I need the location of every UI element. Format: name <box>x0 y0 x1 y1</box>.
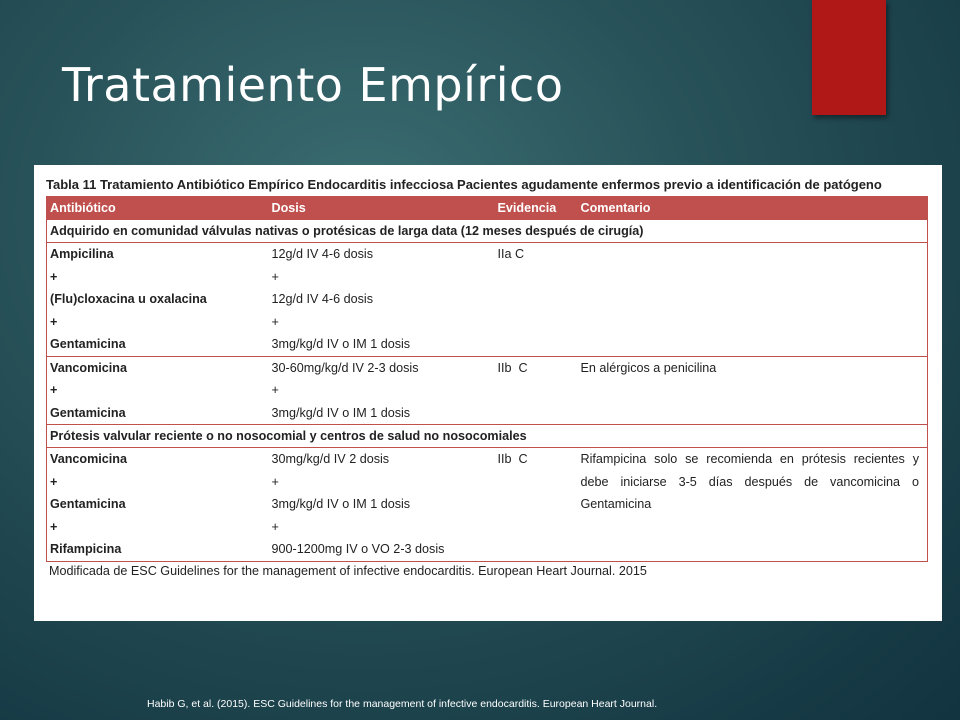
drug-name: Gentamicina <box>50 405 126 420</box>
table-caption: Tabla 11 Tratamiento Antibiótico Empírico Endocarditis infecciosa Pacientes agudamente enfermos previo a identificación de patógeno <box>46 177 882 192</box>
evidence-value: IIb C <box>497 452 528 466</box>
dose-value: 3mg/kg/d IV o IM 1 dosis <box>271 497 411 511</box>
dose-plus: + <box>271 383 279 397</box>
evidence-cell <box>495 243 578 357</box>
header-comentario: Comentario <box>578 197 928 220</box>
drug-name: Vancomicina <box>50 360 127 375</box>
dose-value: 3mg/kg/d IV o IM 1 dosis <box>271 337 411 351</box>
header-dosis: Dosis <box>269 197 495 220</box>
dose-value: 12g/d IV 4-6 dosis <box>271 247 374 261</box>
comment-cell <box>578 243 928 357</box>
red-accent-bar <box>812 0 886 115</box>
drug-name: (Flu)cloxacina u oxalacina <box>50 292 207 306</box>
dose-value: 900-1200mg IV o VO 2-3 dosis <box>271 542 445 556</box>
table-row <box>47 356 928 425</box>
dose-plus: + <box>271 519 279 534</box>
drug-plus: + <box>50 269 58 284</box>
drug-cell <box>47 356 269 425</box>
header-antibiotico: Antibiótico <box>47 197 269 220</box>
dose-value: 3mg/kg/d IV o IM 1 dosis <box>271 405 411 420</box>
evidence-cell <box>495 356 578 425</box>
evidence-value: IIb C <box>497 360 528 375</box>
dose-value: 30-60mg/kg/d IV 2-3 dosis <box>271 360 419 375</box>
dose-plus: + <box>271 314 279 329</box>
drug-name: Rifampicina <box>50 542 122 556</box>
section-row <box>47 425 928 448</box>
reference-citation: Habib G, et al. (2015). ESC Guidelines for the management of infective endocarditis. European Heart Journal. <box>147 698 658 710</box>
comment-cell: En alérgicos a penicilina <box>578 356 928 425</box>
drug-name: Gentamicina <box>50 337 126 351</box>
table-row <box>47 448 928 562</box>
comment-cell: Rifampicina solo se recomienda en prótesis recientes y debe iniciarse 3-5 días después de vancomicina o Gentamicina <box>578 448 928 562</box>
header-evidencia: Evidencia <box>495 197 578 220</box>
section-row <box>47 220 928 243</box>
dose-cell <box>269 448 495 562</box>
section-title: Adquirido en comunidad válvulas nativas o protésicas de larga data (12 meses después de cirugía) <box>47 220 928 243</box>
drug-cell <box>47 448 269 562</box>
drug-plus: + <box>50 474 58 489</box>
dose-value: 12g/d IV 4-6 dosis <box>271 292 374 306</box>
section-title: Prótesis valvular reciente o no nosocomial y centros de salud no nosocomiales <box>47 425 928 448</box>
drug-plus: + <box>50 383 58 397</box>
dose-plus: + <box>271 269 279 284</box>
drug-name: Vancomicina <box>50 452 127 466</box>
drug-name: Ampicilina <box>50 247 114 261</box>
table-header-row <box>47 197 928 220</box>
dose-cell <box>269 356 495 425</box>
drug-plus: + <box>50 519 58 534</box>
drug-plus: + <box>50 314 58 329</box>
evidence-cell <box>495 448 578 562</box>
table-row <box>47 243 928 357</box>
evidence-value: IIa C <box>497 247 525 261</box>
drug-name: Gentamicina <box>50 497 126 511</box>
table-footnote: Modificada de ESC Guidelines for the management of infective endocarditis. European Heart Journal. 2015 <box>49 563 647 578</box>
dose-cell <box>269 243 495 357</box>
table-card <box>34 165 942 621</box>
antibiotic-table <box>46 196 928 562</box>
dose-plus: + <box>271 474 279 489</box>
slide-title: Tratamiento Empírico <box>62 58 564 112</box>
drug-cell <box>47 243 269 357</box>
dose-value: 30mg/kg/d IV 2 dosis <box>271 452 390 466</box>
